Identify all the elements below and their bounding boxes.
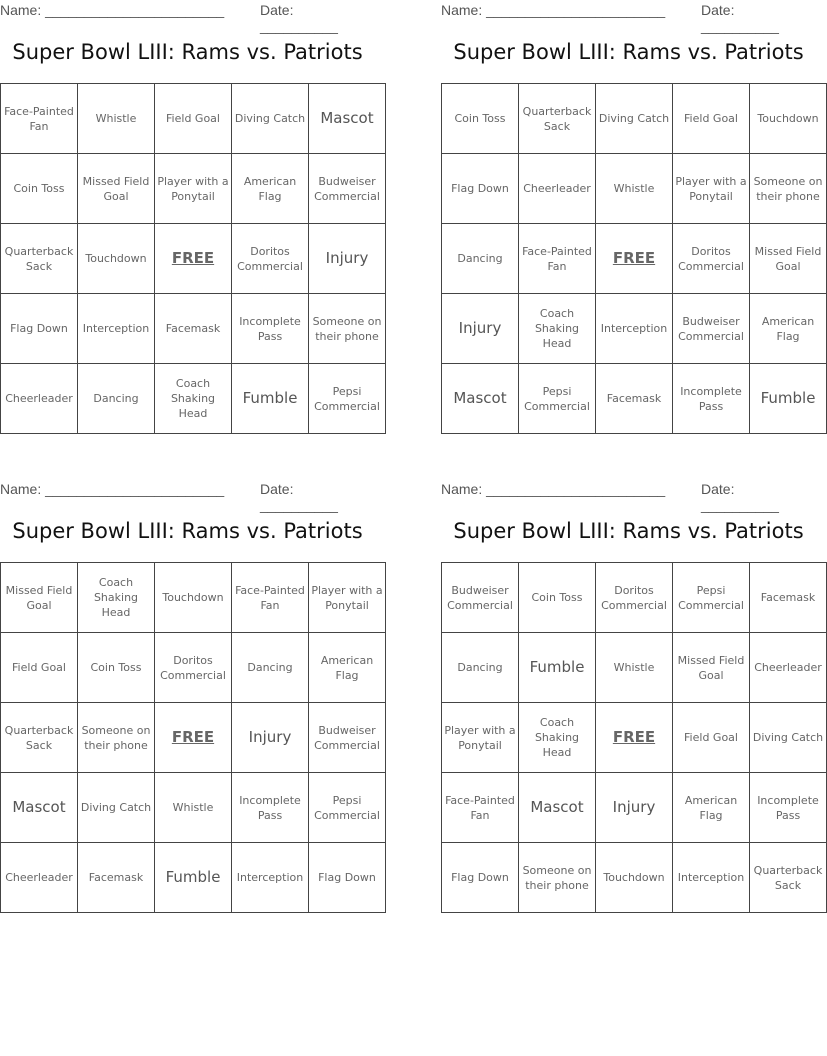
bingo-grid <box>0 562 386 913</box>
bingo-row <box>442 633 827 703</box>
bingo-cell[interactable]: Player with a Ponytail <box>309 563 386 633</box>
bingo-row <box>442 703 827 773</box>
bingo-cell[interactable]: Incomplete Pass <box>673 364 750 434</box>
bingo-cell[interactable]: Pepsi Commercial <box>519 364 596 434</box>
bingo-row <box>1 84 386 154</box>
bingo-cell[interactable]: Player with a Ponytail <box>442 703 519 773</box>
bingo-row <box>1 364 386 434</box>
name-date-row <box>0 0 375 34</box>
bingo-cell[interactable]: Coin Toss <box>78 633 155 703</box>
bingo-cell[interactable]: Dancing <box>442 633 519 703</box>
bingo-row <box>1 224 386 294</box>
bingo-cell[interactable]: Flag Down <box>1 294 78 364</box>
bingo-cell[interactable]: Face-Painted Fan <box>442 773 519 843</box>
bingo-cell[interactable]: American Flag <box>232 154 309 224</box>
bingo-row <box>442 224 827 294</box>
name-date-row <box>441 479 816 513</box>
bingo-row <box>442 84 827 154</box>
bingo-cell[interactable]: Mascot <box>1 773 78 843</box>
bingo-cell[interactable]: Budweiser Commercial <box>309 154 386 224</box>
free-space[interactable]: FREE <box>155 703 232 773</box>
bingo-cell[interactable]: Field Goal <box>1 633 78 703</box>
bingo-cell[interactable]: Doritos Commercial <box>232 224 309 294</box>
bingo-row <box>442 563 827 633</box>
bingo-row <box>1 843 386 913</box>
bingo-cell[interactable]: Fumble <box>750 364 827 434</box>
free-space[interactable]: FREE <box>155 224 232 294</box>
bingo-row <box>1 633 386 703</box>
card-title: Super Bowl LIII: Rams vs. Patriots <box>12 40 363 64</box>
bingo-row <box>1 773 386 843</box>
bingo-cell[interactable]: Diving Catch <box>78 773 155 843</box>
bingo-cell[interactable]: Mascot <box>442 364 519 434</box>
bingo-cell[interactable]: Someone on their phone <box>750 154 827 224</box>
bingo-cell[interactable]: Pepsi Commercial <box>309 773 386 843</box>
bingo-cell[interactable]: Coin Toss <box>1 154 78 224</box>
bingo-cell[interactable]: Doritos Commercial <box>155 633 232 703</box>
bingo-cell[interactable]: Dancing <box>232 633 309 703</box>
card-title: Super Bowl LIII: Rams vs. Patriots <box>453 40 804 64</box>
bingo-cell[interactable]: Field Goal <box>673 84 750 154</box>
bingo-cell[interactable]: Coach Shaking Head <box>155 364 232 434</box>
bingo-cell[interactable]: Field Goal <box>673 703 750 773</box>
bingo-cell[interactable]: Budweiser Commercial <box>309 703 386 773</box>
card-title: Super Bowl LIII: Rams vs. Patriots <box>453 519 804 543</box>
bingo-cell[interactable]: Interception <box>78 294 155 364</box>
bingo-cell[interactable]: Player with a Ponytail <box>673 154 750 224</box>
bingo-cell[interactable]: Pepsi Commercial <box>673 563 750 633</box>
bingo-row <box>442 843 827 913</box>
bingo-cell[interactable]: Coach Shaking Head <box>78 563 155 633</box>
bingo-cell[interactable]: Someone on their phone <box>78 703 155 773</box>
name-field[interactable]: Name: _______________________ <box>441 481 666 497</box>
bingo-row <box>442 773 827 843</box>
bingo-cell[interactable]: Whistle <box>155 773 232 843</box>
bingo-cell[interactable]: Facemask <box>78 843 155 913</box>
bingo-cell[interactable]: Flag Down <box>442 843 519 913</box>
bingo-cell[interactable]: Injury <box>442 294 519 364</box>
bingo-cell[interactable]: Injury <box>232 703 309 773</box>
bingo-cell[interactable]: Field Goal <box>155 84 232 154</box>
bingo-cell[interactable]: Coach Shaking Head <box>519 294 596 364</box>
card-title: Super Bowl LIII: Rams vs. Patriots <box>12 519 363 543</box>
date-field[interactable]: Date: __________ <box>260 2 338 34</box>
name-date-row <box>441 0 816 34</box>
bingo-row <box>442 364 827 434</box>
bingo-cell[interactable]: Diving Catch <box>596 84 673 154</box>
bingo-cell[interactable]: Coin Toss <box>519 563 596 633</box>
bingo-cell[interactable]: Touchdown <box>78 224 155 294</box>
bingo-cell[interactable]: Mascot <box>519 773 596 843</box>
bingo-cell[interactable]: American Flag <box>673 773 750 843</box>
bingo-cell[interactable]: Budweiser Commercial <box>673 294 750 364</box>
bingo-row <box>1 154 386 224</box>
bingo-cell[interactable]: Diving Catch <box>232 84 309 154</box>
name-field[interactable]: Name: _______________________ <box>0 481 225 497</box>
bingo-cell[interactable]: Diving Catch <box>750 703 827 773</box>
bingo-cell[interactable]: Face-Painted Fan <box>232 563 309 633</box>
bingo-cell[interactable]: Flag Down <box>309 843 386 913</box>
bingo-cell[interactable]: Facemask <box>155 294 232 364</box>
date-field[interactable]: Date: __________ <box>701 481 779 513</box>
bingo-cell[interactable]: Someone on their phone <box>309 294 386 364</box>
bingo-cell[interactable]: Touchdown <box>750 84 827 154</box>
bingo-grid <box>0 83 386 434</box>
bingo-cell[interactable]: Dancing <box>442 224 519 294</box>
bingo-cell[interactable]: Quarterback Sack <box>750 843 827 913</box>
bingo-row <box>442 294 827 364</box>
bingo-grid <box>441 562 827 913</box>
name-field[interactable]: Name: _______________________ <box>0 2 225 18</box>
bingo-row <box>442 154 827 224</box>
free-space[interactable]: FREE <box>596 703 673 773</box>
bingo-cell[interactable]: Cheerleader <box>1 364 78 434</box>
bingo-row <box>1 294 386 364</box>
bingo-cell[interactable]: Missed Field Goal <box>1 563 78 633</box>
bingo-cell[interactable]: Incomplete Pass <box>232 773 309 843</box>
bingo-grid <box>441 83 827 434</box>
bingo-cell[interactable]: Touchdown <box>155 563 232 633</box>
bingo-cell[interactable]: Interception <box>232 843 309 913</box>
date-field[interactable]: Date: __________ <box>260 481 338 513</box>
bingo-cell[interactable]: Incomplete Pass <box>750 773 827 843</box>
bingo-cell[interactable]: Cheerleader <box>519 154 596 224</box>
name-date-row <box>0 479 375 513</box>
bingo-cell[interactable]: Coach Shaking Head <box>519 703 596 773</box>
bingo-cell[interactable]: Whistle <box>596 154 673 224</box>
bingo-cell[interactable]: Face-Painted Fan <box>1 84 78 154</box>
bingo-cell[interactable]: Whistle <box>78 84 155 154</box>
bingo-cell[interactable]: American Flag <box>309 633 386 703</box>
bingo-cell[interactable]: Cheerleader <box>1 843 78 913</box>
bingo-cell[interactable]: Quarterback Sack <box>1 224 78 294</box>
bingo-cell[interactable]: Quarterback Sack <box>1 703 78 773</box>
bingo-cell[interactable]: Fumble <box>155 843 232 913</box>
bingo-cell[interactable]: Facemask <box>750 563 827 633</box>
bingo-cell[interactable]: American Flag <box>750 294 827 364</box>
bingo-cell[interactable]: Flag Down <box>442 154 519 224</box>
bingo-cell[interactable]: Doritos Commercial <box>596 563 673 633</box>
bingo-row <box>1 563 386 633</box>
bingo-cell[interactable]: Quarterback Sack <box>519 84 596 154</box>
bingo-cell[interactable]: Injury <box>596 773 673 843</box>
bingo-cell[interactable]: Touchdown <box>596 843 673 913</box>
bingo-cell[interactable]: Incomplete Pass <box>232 294 309 364</box>
bingo-cell[interactable]: Doritos Commercial <box>673 224 750 294</box>
bingo-cell[interactable]: Fumble <box>232 364 309 434</box>
date-field[interactable]: Date: __________ <box>701 2 779 34</box>
bingo-cell[interactable]: Dancing <box>78 364 155 434</box>
name-field[interactable]: Name: _______________________ <box>441 2 666 18</box>
bingo-cell[interactable]: Coin Toss <box>442 84 519 154</box>
bingo-cell[interactable]: Cheerleader <box>750 633 827 703</box>
bingo-cell[interactable]: Budweiser Commercial <box>442 563 519 633</box>
bingo-cell[interactable]: Missed Field Goal <box>750 224 827 294</box>
bingo-cell[interactable]: Fumble <box>519 633 596 703</box>
bingo-row <box>1 703 386 773</box>
bingo-cell[interactable]: Injury <box>309 224 386 294</box>
bingo-cell[interactable]: Player with a Ponytail <box>155 154 232 224</box>
bingo-cell[interactable]: Interception <box>673 843 750 913</box>
bingo-cell[interactable]: Facemask <box>596 364 673 434</box>
bingo-cell[interactable]: Missed Field Goal <box>673 633 750 703</box>
bingo-cell[interactable]: Whistle <box>596 633 673 703</box>
free-space[interactable]: FREE <box>596 224 673 294</box>
bingo-cell[interactable]: Face-Painted Fan <box>519 224 596 294</box>
bingo-cell[interactable]: Interception <box>596 294 673 364</box>
bingo-cell[interactable]: Someone on their phone <box>519 843 596 913</box>
bingo-cell[interactable]: Mascot <box>309 84 386 154</box>
bingo-cell[interactable]: Pepsi Commercial <box>309 364 386 434</box>
bingo-cell[interactable]: Missed Field Goal <box>78 154 155 224</box>
